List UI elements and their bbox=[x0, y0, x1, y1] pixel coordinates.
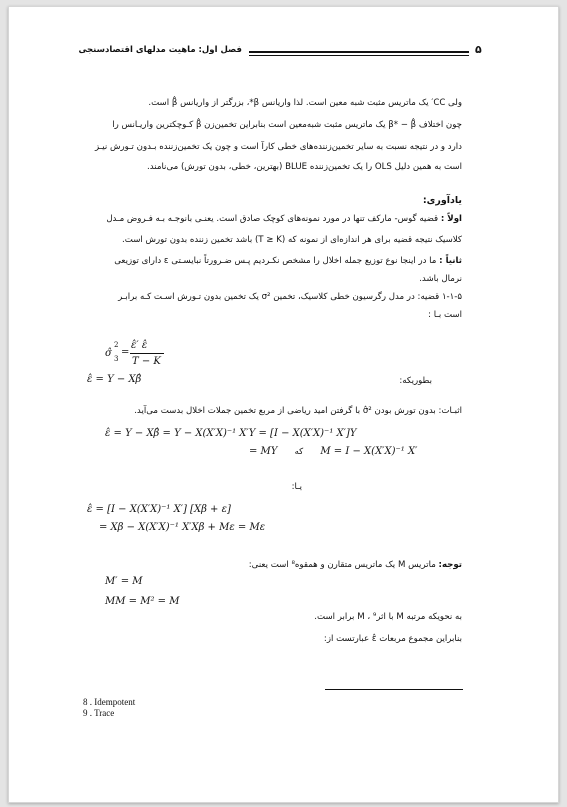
paragraph-line-1: ولی CC′ یک ماتریس مثبت شبه معین است. لذا واریانس β*، بزرگتر از واریانس β̂ است. bbox=[148, 98, 462, 108]
proof-eq2-rhs: M = I − X(X′X)⁻¹ X′ bbox=[320, 446, 418, 457]
proof-equation-2 bbox=[249, 445, 417, 459]
fraction-bar bbox=[130, 353, 164, 354]
footnote-9: 9 . Trace bbox=[83, 708, 115, 718]
reminder-first-line-2: کلاسیک نتیجه قضیه برای هر اندازه‌ای از نمونه که (T ≥ K) باشد تخمین زننده بدون تورش است. bbox=[122, 235, 462, 245]
note-line bbox=[249, 559, 462, 571]
note-label: توجه: bbox=[438, 560, 462, 570]
ya-label: یـا: bbox=[291, 482, 302, 492]
second-label: ثانیاً : bbox=[439, 256, 462, 266]
reminder-heading: یادآوری: bbox=[422, 195, 462, 206]
proof-eq2-mid: که bbox=[294, 447, 304, 457]
document-page: ۵ فصل اول: ماهیت مدلهای اقتصادسنجی ولی CC′ یک ماتریس مثبت شبه معین است. لذا واریانس β*، بزرگتر از واریانس β̂ است. چون اختلاف β* − β̂ یک ماتریس مثبت شبه‌معین است بنابراین تخمین‌زن β̂ کـوچکترین واریـانس را دارد و در نتیجه نسبت به سایر تخمین‌زننده‌های خطی کارآ است و چون یک تخمین‌زننده بـدون تـورش نیـز است به همین دلیل OLS را یک تخمین‌زننده BLUE (بهترین، خطی، بدون تورش) می‌نامند. یادآوری: اولاً : قضیه گوس- مارکف تنها در مورد نمونه‌های کوچک صادق است. یعنـی بانوجـه بـه فـروض مـدل کلاسیک نتیجه قضیه برای هر اندازه‌ای از نمونه که (T ≥ K) باشد تخمین زننده بدون تورش است. ثانیاً : ما در اینجا نوع توزیع جمله اخلال را مشخص نکـردیم پـس ضـرورتاً نبایسـتی ε دارای توزیعی نرمال باشد. ۱-۱-۵ قضیه: در مدل رگرسیون خطی کلاسیک، تخمین σ² یک تخمین بدون تـورش اسـت کـه برابـر است بـا : σ̂ 2 3 = ε̂′ ε̂ T − K ε̂ = Y − Xβ̂ بطوریکه: اثبـات: بدون تورش بودن σ̂² با گرفتن امید ریاضی از مربع تخمین جملات اخلال بدست می‌آید. ε̂ = Y − Xβ̂ = Y − X(X′X)⁻¹ X′Y = [I − X(X′X)⁻¹ X′]Y = MY که M = I − X(X′X)⁻¹ X′ یـا: ε̂ = [I − X(X′X)⁻¹ X′] [Xβ + ε] = Xβ − X(X′X)⁻¹ X′Xβ + Mε = Mε توجه: ماتریس M یک ماتریس متقارن و همقوه⁸ است یعنی: M′ = M MM = M² = M به نحویکه مرتبه M با اثر⁹ ، M برابر است. بنابراین مجموع مربعات ε̂ عبارتست از: 8 . Idempotent 9 . Trace bbox=[8, 6, 559, 803]
residual-label: بطوریکه: bbox=[399, 376, 432, 386]
first-label: اولاً : bbox=[440, 214, 462, 224]
theorem-line-1: ۱-۱-۵ قضیه: در مدل رگرسیون خطی کلاسیک، تخمین σ² یک تخمین بدون تـورش اسـت کـه برابـر bbox=[118, 292, 462, 302]
sigma-denominator: T − K bbox=[132, 356, 161, 367]
ya-equation-2: = Xβ − X(X′X)⁻¹ X′Xβ + Mε = Mε bbox=[99, 522, 266, 533]
page-number: ۵ bbox=[475, 43, 482, 56]
header-rule-thin bbox=[249, 55, 469, 56]
note-equation-2: MM = M² = M bbox=[105, 596, 180, 607]
sigma-sub: 3 bbox=[114, 355, 119, 363]
chapter-title: فصل اول: ماهیت مدلهای اقتصادسنجی bbox=[78, 45, 242, 55]
reminder-second-line-2: نرمال باشد. bbox=[419, 274, 462, 284]
residual-equation: ε̂ = Y − Xβ̂ bbox=[87, 374, 142, 385]
paragraph-line-4: است به همین دلیل OLS را یک تخمین‌زننده BLUE (بهترین، خطی، بدون تورش) می‌نامند. bbox=[147, 162, 462, 172]
rank-text: به نحویکه مرتبه M با اثر⁹ ، M برابر است. bbox=[314, 612, 462, 622]
theorem-line-2: است بـا : bbox=[428, 310, 462, 320]
sigma-numerator: ε̂′ ε̂ bbox=[131, 340, 148, 351]
second-text: ما در اینجا نوع توزیع جمله اخلال را مشخص نکـردیم پـس ضـرورتاً نبایسـتی ε دارای توزیعی bbox=[114, 256, 437, 266]
sum-text: بنابراین مجموع مربعات ε̂ عبارتست از: bbox=[323, 634, 462, 644]
paragraph-line-3: دارد و در نتیجه نسبت به سایر تخمین‌زننده‌های خطی کارآ است و چون یک تخمین‌زننده بـدون تـورش نیـز bbox=[94, 142, 462, 152]
sigma-sup: 2 bbox=[114, 341, 119, 349]
paragraph-line-2: چون اختلاف β* − β̂ یک ماتریس مثبت شبه‌معین است بنابراین تخمین‌زن β̂ کـوچکترین واریـانس را bbox=[112, 120, 462, 130]
reminder-first-line bbox=[106, 213, 462, 225]
footnote-rule bbox=[325, 689, 463, 690]
footnote-8: 8 . Idempotent bbox=[83, 697, 136, 707]
proof-equation-1: ε̂ = Y − Xβ̂ = Y − X(X′X)⁻¹ X′Y = [I − X(X′X)⁻¹ X′]Y bbox=[105, 428, 357, 439]
note-text: ماتریس M یک ماتریس متقارن و همقوه⁸ است یعنی: bbox=[248, 560, 436, 570]
first-text: قضیه گوس- مارکف تنها در مورد نمونه‌های کوچک صادق است. یعنـی بانوجـه بـه فـروض مـدل bbox=[106, 214, 439, 224]
proof-text: اثبـات: بدون تورش بودن σ̂² با گرفتن امید ریاضی از مربع تخمین جملات اخلال بدست می‌آید. bbox=[134, 406, 462, 416]
sigma-lhs: σ̂ bbox=[105, 348, 112, 359]
header-rule bbox=[249, 51, 469, 53]
note-equation-1: M′ = M bbox=[105, 576, 143, 587]
reminder-second-line bbox=[114, 255, 462, 267]
ya-equation-1: ε̂ = [I − X(X′X)⁻¹ X′] [Xβ + ε] bbox=[87, 504, 231, 515]
proof-eq2-lhs: = MY bbox=[249, 446, 278, 457]
